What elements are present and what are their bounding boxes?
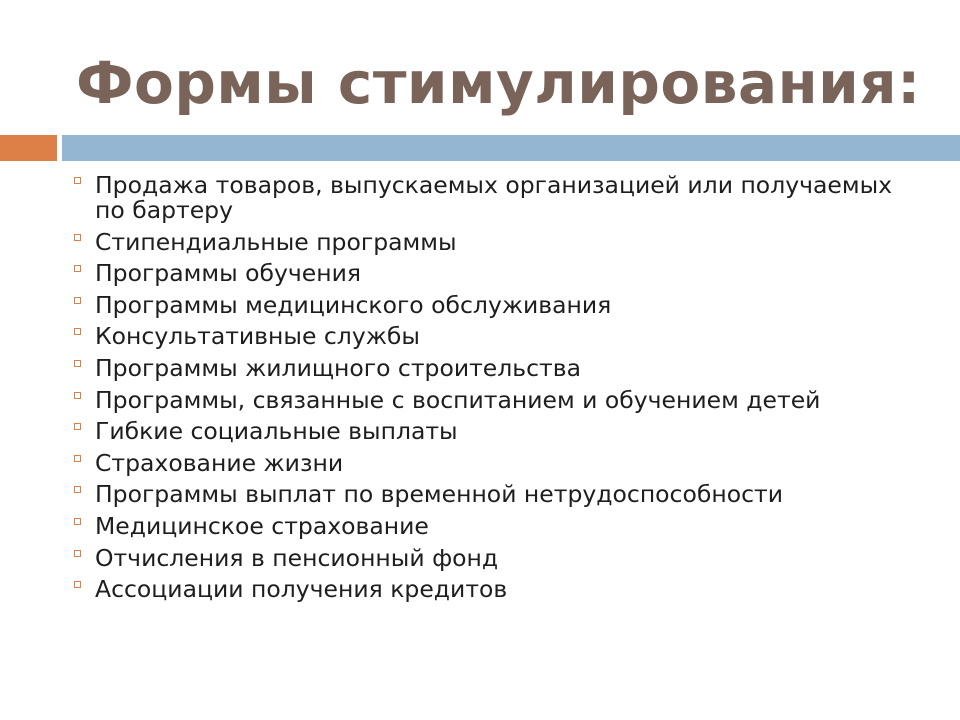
square-bullet-icon: [74, 550, 81, 557]
bullet-text: Программы выплат по временной нетрудоспособности: [95, 480, 783, 509]
square-bullet-icon: [74, 392, 81, 399]
bullet-item: [74, 353, 914, 382]
square-bullet-icon: [74, 581, 81, 588]
square-bullet-icon: [74, 297, 81, 304]
bullet-item: [74, 482, 914, 507]
bullet-item: [74, 227, 914, 256]
bullet-item: [74, 261, 914, 286]
bullet-text: Продажа товаров, выпускаемых организацией или получаемых по бартеру: [95, 171, 893, 224]
square-bullet-icon: [74, 486, 81, 493]
bullet-item: [74, 290, 914, 319]
bullet-text: Программы обучения: [95, 259, 362, 288]
bullet-item: [74, 543, 914, 572]
bullet-item: [74, 419, 914, 444]
bullet-text: Программы жилищного строительства: [95, 353, 581, 382]
square-bullet-icon: [74, 518, 81, 525]
square-bullet-icon: [74, 234, 81, 241]
bullet-item: [74, 324, 914, 349]
accent-bar-orange: [0, 135, 57, 161]
square-bullet-icon: [74, 423, 81, 430]
accent-bar-blue: [62, 135, 960, 161]
square-bullet-icon: [74, 328, 81, 335]
bullet-text: Страхование жизни: [95, 448, 344, 477]
bullet-item: [74, 448, 914, 477]
bullet-text: Стипендиальные программы: [95, 227, 457, 256]
slide-title: Формы стимулирования:: [76, 49, 921, 117]
bullet-text: Программы медицинского обслуживания: [95, 290, 612, 319]
bullet-item: [74, 577, 914, 602]
bullet-text: Ассоциации получения кредитов: [95, 575, 508, 604]
bullet-list: [74, 173, 914, 609]
square-bullet-icon: [74, 455, 81, 462]
bullet-item: [74, 173, 914, 223]
square-bullet-icon: [74, 177, 81, 184]
bullet-text: Отчисления в пенсионный фонд: [95, 543, 499, 572]
square-bullet-icon: [74, 360, 81, 367]
bullet-text: Гибкие социальные выплаты: [95, 417, 458, 446]
bullet-text: Консультативные службы: [95, 322, 420, 351]
bullet-item: [74, 511, 914, 540]
bullet-item: [74, 385, 914, 414]
bullet-text: Программы, связанные с воспитанием и обучением детей: [95, 385, 821, 414]
bullet-text: Медицинское страхование: [95, 511, 429, 540]
square-bullet-icon: [74, 265, 81, 272]
